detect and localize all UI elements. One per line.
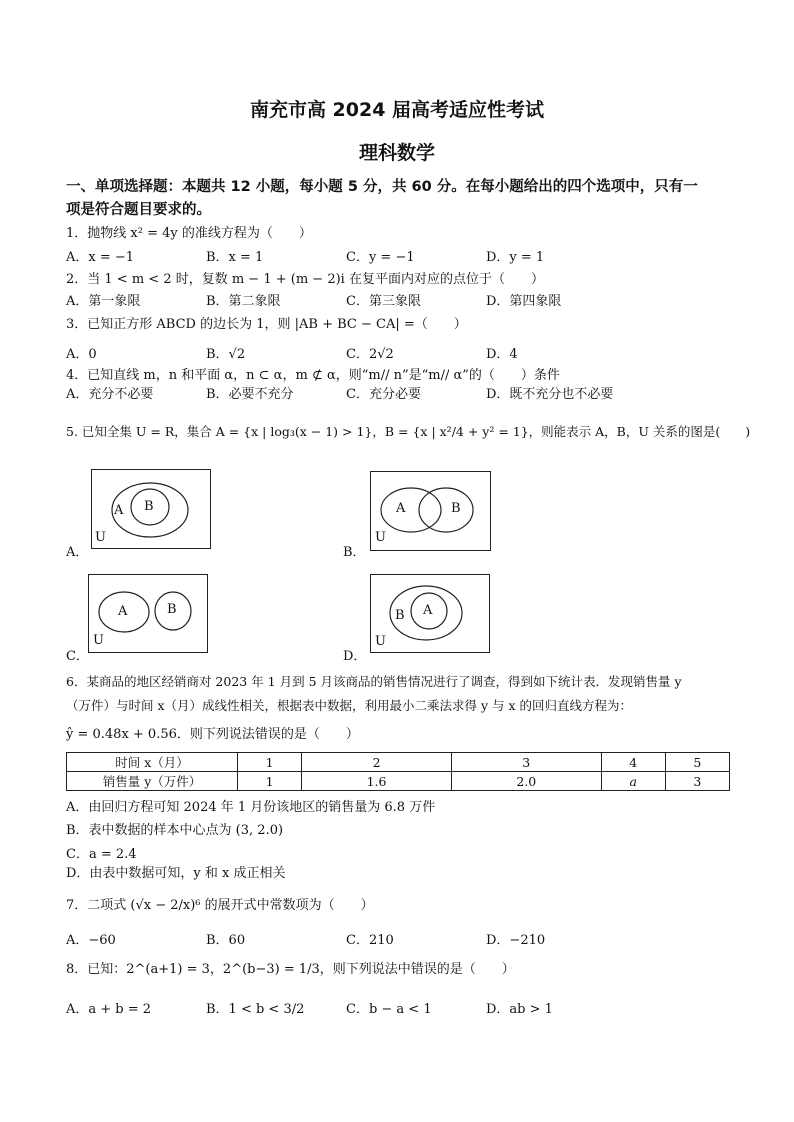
q5-venn-c xyxy=(88,574,208,653)
q7-option-b: B．60 xyxy=(206,933,246,948)
q4-option-d: D．既不充分也不必要 xyxy=(486,387,614,402)
table-row xyxy=(67,753,730,772)
table-cell: 销售量 y（万件） xyxy=(67,772,238,791)
q2-option-c: C．第三象限 xyxy=(346,294,421,309)
venn-c-label-a: A xyxy=(118,604,128,619)
q5-venn-a xyxy=(91,469,211,549)
q5-stem: 5. 已知全集 U = R，集合 A = {x | log₃(x − 1) > 1}，B = {x | x²/4 + y² = 1}，则能表示 A，B，U 关系的图是( ) xyxy=(66,424,751,439)
q4-option-c: C．充分必要 xyxy=(346,387,421,402)
exam-subtitle: 理科数学 xyxy=(358,142,435,164)
venn-b-label-b: B xyxy=(451,501,461,516)
q5-option-a-letter: A． xyxy=(66,545,89,560)
q8-stem: 8．已知：2^(a+1) = 3，2^(b−3) = 1/3，则下列说法中错误的是（ ） xyxy=(66,962,515,977)
q1-option-a: A．x = −1 xyxy=(66,250,135,265)
venn-b-set-a xyxy=(381,488,441,532)
q4-stem: 4．已知直线 m，n 和平面 α，n ⊂ α，m ⊄ α，则“m// n”是“m// α”的（ ）条件 xyxy=(66,368,560,383)
venn-a-label-u: U xyxy=(95,530,106,545)
q1-option-b: B．x = 1 xyxy=(206,250,264,265)
q1-option-c: C．y = −1 xyxy=(346,250,415,265)
q2-option-a: A．第一象限 xyxy=(66,294,141,309)
q8-option-d: D．ab > 1 xyxy=(486,1002,553,1017)
q2-option-b: B．第二象限 xyxy=(206,294,281,309)
q1-stem: 1．抛物线 x² = 4y 的准线方程为（ ） xyxy=(66,226,312,241)
table-cell: 3 xyxy=(665,772,729,791)
q5-option-c-letter: C． xyxy=(66,649,89,664)
table-cell: 5 xyxy=(665,753,729,772)
q1-option-d: D．y = 1 xyxy=(486,250,545,265)
venn-b-label-a: A xyxy=(396,501,406,516)
table-row xyxy=(67,772,730,791)
q3-option-b: B．√2 xyxy=(206,347,246,362)
table-cell: 4 xyxy=(601,753,665,772)
q4-option-b: B．必要不充分 xyxy=(206,387,294,402)
q6-stem-line1: 6．某商品的地区经销商对 2023 年 1 月到 5 月该商品的销售情况进行了调查，得到如下统计表．发现销售量 y xyxy=(66,674,682,689)
q8-option-b: B．1 < b < 3/2 xyxy=(206,1002,305,1017)
venn-b-shapes xyxy=(371,472,490,550)
table-cell: 时间 x（月） xyxy=(67,753,238,772)
venn-c-label-u: U xyxy=(93,633,104,648)
q6-option-b: B．表中数据的样本中心点为 (3, 2.0) xyxy=(66,823,284,838)
q5-option-b-letter: B． xyxy=(343,545,366,560)
q3-option-d: D．4 xyxy=(486,347,518,362)
q2-option-d: D．第四象限 xyxy=(486,294,562,309)
q7-option-d: D．−210 xyxy=(486,933,546,948)
q6-option-d: D．由表中数据可知，y 和 x 成正相关 xyxy=(66,866,286,881)
q7-stem: 7．二项式 (√x − 2/x)⁶ 的展开式中常数项为（ ） xyxy=(66,898,374,913)
venn-d-label-b: B xyxy=(395,608,405,623)
table-cell: 1 xyxy=(238,753,302,772)
q3-stem: 3．已知正方形 ABCD 的边长为 1，则 |AB + BC − CA| =（ ） xyxy=(66,317,467,332)
venn-c-shapes xyxy=(89,575,207,652)
q8-option-c: C．b − a < 1 xyxy=(346,1002,432,1017)
table-cell: 1.6 xyxy=(302,772,452,791)
venn-b-set-b xyxy=(419,488,473,532)
q5-option-d-letter: D． xyxy=(343,649,367,664)
q5-venn-b xyxy=(370,471,491,551)
venn-d-label-a: A xyxy=(423,603,433,618)
q6-stem-line2: （万件）与时间 x（月）成线性相关，根据表中数据，利用最小二乘法求得 y 与 x 的回归直线方程为： xyxy=(66,698,633,713)
venn-a-label-b: B xyxy=(144,499,154,514)
venn-d-label-u: U xyxy=(375,634,386,649)
table-cell: 2 xyxy=(302,753,452,772)
q3-option-a: A．0 xyxy=(66,347,97,362)
exam-title: 南充市高 2024 届高考适应性考试 xyxy=(249,99,545,121)
q6-data-table xyxy=(66,752,730,791)
q6-option-a: A．由回归方程可知 2024 年 1 月份该地区的销售量为 6.8 万件 xyxy=(66,800,436,815)
q4-option-a: A．充分不必要 xyxy=(66,387,154,402)
table-cell: 3 xyxy=(451,753,601,772)
table-cell: 1 xyxy=(238,772,302,791)
venn-b-label-u: U xyxy=(375,530,386,545)
q7-option-c: C．210 xyxy=(346,933,394,948)
q7-option-a: A．−60 xyxy=(66,933,116,948)
venn-c-label-b: B xyxy=(167,602,177,617)
q2-stem: 2．当 1 < m < 2 时，复数 m − 1 + (m − 2)i 在复平面内对应的点位于（ ） xyxy=(66,272,544,287)
venn-a-label-a: A xyxy=(114,503,124,518)
q5-venn-d xyxy=(370,574,490,653)
q8-option-a: A．a + b = 2 xyxy=(66,1002,152,1017)
q3-option-c: C．2√2 xyxy=(346,347,394,362)
table-cell: 2.0 xyxy=(451,772,601,791)
section-heading-line1: 一、单项选择题：本题共 12 小题，每小题 5 分，共 60 分。在每小题给出的四个选项中，只有一 xyxy=(66,179,698,195)
q6-option-c: C．a = 2.4 xyxy=(66,847,137,862)
q6-stem-line3: ŷ = 0.48x + 0.56．则下列说法错误的是（ ） xyxy=(66,727,359,742)
table-cell: a xyxy=(601,772,665,791)
section-heading-line2: 项是符合题目要求的。 xyxy=(66,202,211,218)
